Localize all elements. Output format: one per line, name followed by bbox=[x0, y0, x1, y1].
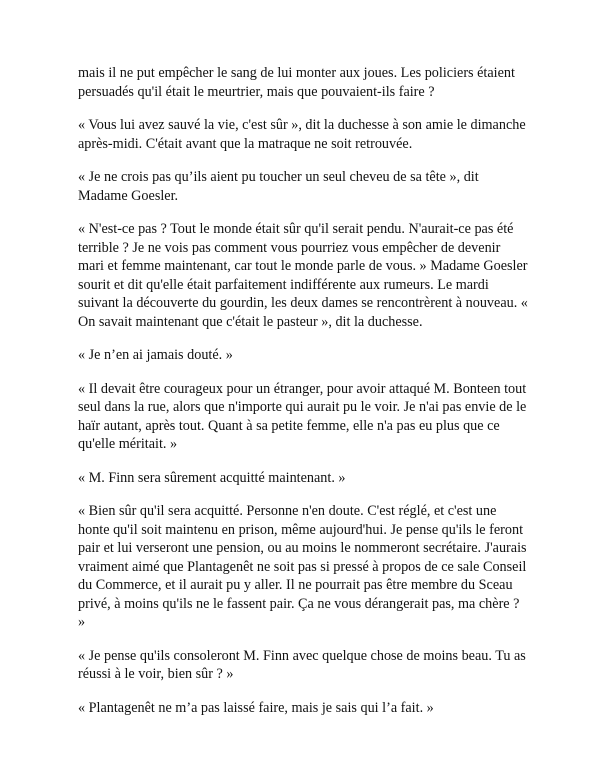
paragraph: « Bien sûr qu'il sera acquitté. Personne n'en doute. C'est réglé, et c'est une honte qu'il soit maintenu en prison, même aujourd'hui. Je pense qu'ils le feront pair et lui verseront une pension, ou au moins le nommeront secrétaire. J'aurais vraiment aimé que Plantagenêt ne soit pas si pressé à propos de ce sale Conseil du Commerce, et il aurait pu y aller. Il ne pourrait pas être membre du Sceau privé, à moins qu'ils ne le fassent pair. Ça ne vous dérangerait pas, ma chère ? » bbox=[78, 503, 527, 630]
paragraph: « Je n’en ai jamais douté. » bbox=[78, 347, 233, 363]
page-text bbox=[78, 64, 528, 732]
paragraph: « Je ne crois pas qu’ils aient pu toucher un seul cheveu de sa tête », dit Madame Goesler. bbox=[78, 169, 479, 204]
paragraph: « Plantagenêt ne m’a pas laissé faire, mais je sais qui l’a fait. » bbox=[78, 699, 434, 716]
paragraph: « M. Finn sera sûrement acquitté maintenant. » bbox=[78, 469, 346, 486]
paragraph: mais il ne put empêcher le sang de lui monter aux joues. Les policiers étaient persuadés qu'il était le meurtrier, mais que pouvaient-ils faire ? bbox=[78, 65, 515, 100]
paragraph: « N'est-ce pas ? Tout le monde était sûr qu'il serait pendu. N'aurait-ce pas été terrible ? Je ne vois pas comment vous pourriez vous empêcher de devenir mari et femme maintenant, car tout le monde parle de vous. » Madame Goesler sourit et dit qu'elle était parfaitement indifférente aux rumeurs. Le mardi suivant la découverte du gourdin, les deux dames se rencontrèrent à nouveau. « On savait maintenant que c'était le pasteur », dit la duchesse. bbox=[78, 221, 528, 330]
paragraph: « Je pense qu'ils consoleront M. Finn avec quelque chose de moins beau. Tu as réussi à le voir, bien sûr ? » bbox=[78, 647, 526, 682]
paragraph: « Il devait être courageux pour un étranger, pour avoir attaqué M. Bonteen tout seul dans la rue, alors que n'importe qui aurait pu le voir. Je n'ai pas envie de le haïr autant, après tout. Quant à sa petite femme, elle n'a pas eu plus que ce qu'elle méritait. » bbox=[78, 380, 527, 452]
paragraph: « Vous lui avez sauvé la vie, c'est sûr », dit la duchesse à son amie le dimanche après-midi. C'était avant que la matraque ne soit retrouvée. bbox=[78, 117, 526, 152]
